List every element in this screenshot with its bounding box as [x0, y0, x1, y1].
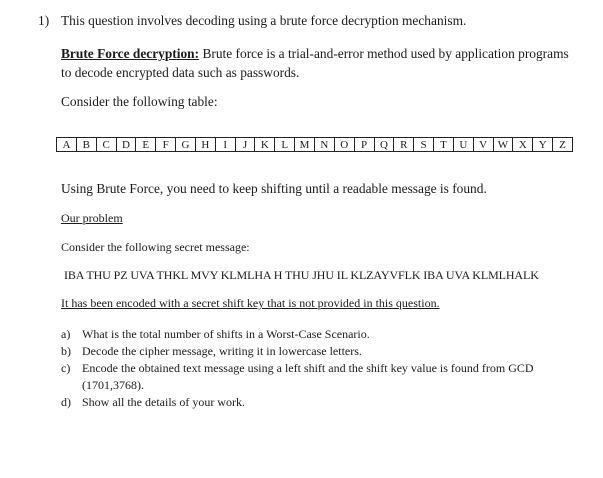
alphabet-cell: V	[473, 138, 493, 152]
task-item	[61, 326, 581, 343]
task-list	[61, 326, 581, 411]
task-label: b)	[61, 344, 71, 358]
task-text: What is the total number of shifts in a Worst-Case Scenario.	[82, 327, 370, 341]
alphabet-cell: N	[314, 138, 334, 152]
alphabet-cell: W	[493, 138, 513, 152]
alphabet-cell: Y	[533, 138, 553, 152]
alphabet-row	[57, 138, 573, 152]
alphabet-cell: J	[235, 138, 255, 152]
alphabet-cell: M	[295, 138, 315, 152]
brute-force-heading: Brute Force decryption:	[61, 46, 200, 61]
alphabet-cell: C	[96, 138, 116, 152]
alphabet-cell: R	[394, 138, 414, 152]
alphabet-cell: Z	[553, 138, 573, 152]
alphabet-cell: X	[513, 138, 533, 152]
alphabet-cell: P	[354, 138, 374, 152]
alphabet-cell: G	[176, 138, 196, 152]
alphabet-cell: B	[76, 138, 96, 152]
brute-force-text: Brute force is a trial-and-error method used by application programs to decode encrypted data such as passwords.	[61, 46, 569, 80]
consider-table-text: Consider the following table:	[61, 94, 218, 109]
alphabet-cell: I	[215, 138, 235, 152]
alphabet-cell: E	[136, 138, 156, 152]
task-label: d)	[61, 395, 71, 409]
task-item	[61, 360, 581, 394]
task-text: Show all the details of your work.	[82, 395, 245, 409]
alphabet-cell: L	[275, 138, 295, 152]
brute-force-instruction: Using Brute Force, you need to keep shifting until a readable message is found.	[61, 181, 487, 196]
alphabet-cell: K	[255, 138, 275, 152]
task-text: Encode the obtained text message using a left shift and the shift key value is found from GCD (1701,3768).	[82, 361, 534, 392]
task-label: a)	[61, 327, 71, 341]
alphabet-cell: T	[434, 138, 454, 152]
alphabet-cell: U	[453, 138, 473, 152]
task-item	[61, 394, 581, 411]
consider-secret-text: Consider the following secret message:	[61, 240, 250, 254]
alphabet-cell: D	[116, 138, 136, 152]
alphabet-table	[56, 137, 573, 152]
task-item	[61, 343, 581, 360]
alphabet-cell: H	[195, 138, 215, 152]
secret-message: IBA THU PZ UVA THKL MVY KLMLHA H THU JHU IL KLZAYVFLK IBA UVA KLMLHALK	[64, 268, 539, 282]
task-label: c)	[61, 361, 71, 375]
question-intro: This question involves decoding using a brute force decryption mechanism.	[61, 13, 467, 28]
our-problem-heading: Our problem	[61, 211, 123, 225]
alphabet-cell: Q	[374, 138, 394, 152]
encoded-note: It has been encoded with a secret shift key that is not provided in this question.	[61, 296, 440, 310]
alphabet-cell: S	[414, 138, 434, 152]
brute-force-definition	[61, 44, 581, 82]
alphabet-cell: A	[57, 138, 77, 152]
alphabet-cell: F	[156, 138, 176, 152]
task-text: Decode the cipher message, writing it in lowercase letters.	[82, 344, 362, 358]
alphabet-cell: O	[334, 138, 354, 152]
question-number: 1)	[38, 13, 50, 28]
